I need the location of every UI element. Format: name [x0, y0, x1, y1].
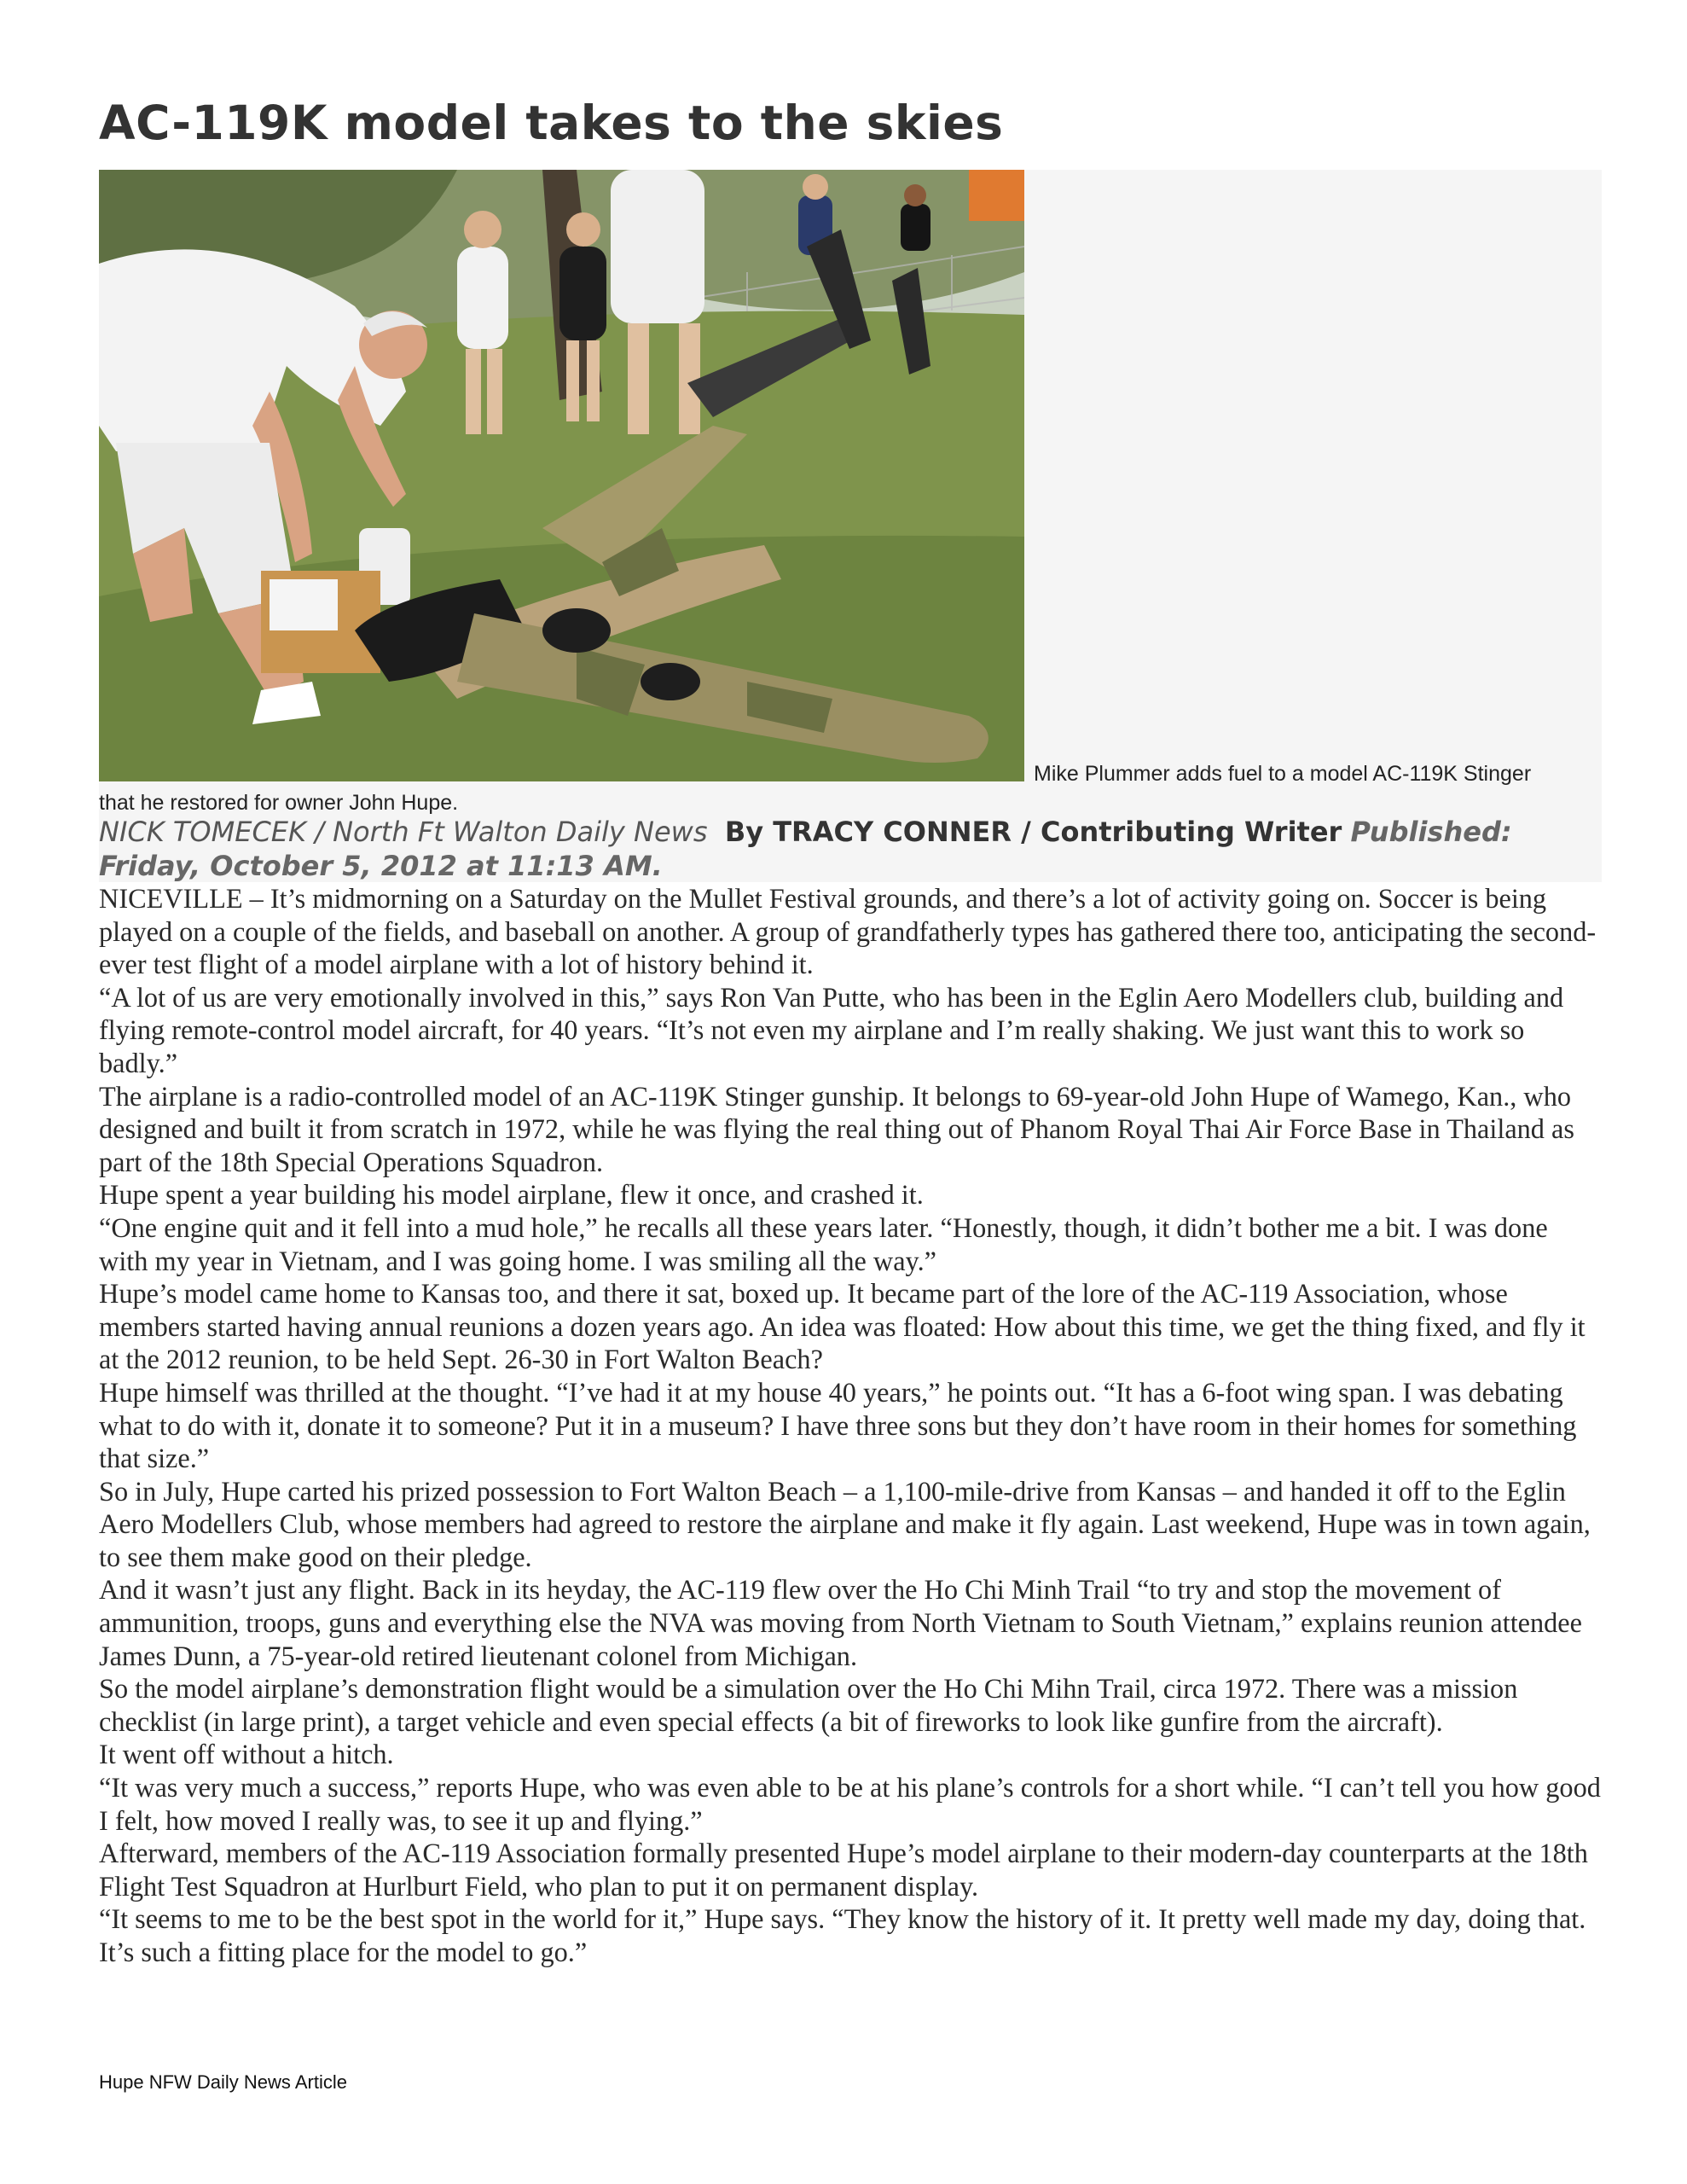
- article-paragraph: Afterward, members of the AC-119 Association formally presented Hupe’s model airplane to their modern-day counterparts at the 18th Flight Test Squadron at Hurlburt Field, who plan to put it on permanent display.: [99, 1838, 1588, 1902]
- photo-caption-line2: that he restored for owner John Hupe.: [99, 791, 459, 815]
- article-photo: [99, 170, 1024, 781]
- photo-figure: [99, 170, 1602, 882]
- headline: AC-119K model takes to the skies: [99, 96, 1004, 150]
- article-meta: [99, 815, 1602, 883]
- photo-credit: NICK TOMECEK / North Ft Walton Daily News: [99, 816, 708, 848]
- byline: By TRACY CONNER / Contributing Writer: [724, 816, 1342, 848]
- article-paragraph: Hupe himself was thrilled at the thought. “I’ve had it at my house 40 years,” he points out. “It has a 6-foot wing span. I was debating what to do with it, donate it to someone? Put it in a museum? I have three sons but they don’t have room in their homes for something that size.”: [99, 1376, 1577, 1474]
- article-body: [99, 882, 1602, 1969]
- article-paragraph: It went off without a hitch.: [99, 1739, 394, 1770]
- article-paragraph: And it wasn’t just any flight. Back in its heyday, the AC-119 flew over the Ho Chi Minh Trail “to try and stop the movement of ammunition, troops, guns and everything else the NVA was moving from North Vietnam to South Vietnam,” explains reunion attendee James Dunn, a 75-year-old retired lieutenant colonel from Michigan.: [99, 1574, 1582, 1671]
- article-paragraph: “It was very much a success,” reports Hupe, who was even able to be at his plane’s controls for a short while. “I can’t tell you how good I felt, how moved I really was, to see it up and flying.”: [99, 1772, 1601, 1836]
- page-footer: Hupe NFW Daily News Article: [99, 2071, 347, 2093]
- article-paragraph: Hupe’s model came home to Kansas too, and there it sat, boxed up. It became part of the lore of the AC-119 Association, whose members started having annual reunions a dozen years ago. An idea was floated: How about this time, we get the thing fixed, and fly it at the 2012 reunion, to be held Sept. 26-30 in Fort Walton Beach?: [99, 1278, 1586, 1375]
- article-paragraph: “One engine quit and it fell into a mud hole,” he recalls all these years later. “Honestly, though, it didn’t bother me a bit. I was done with my year in Vietnam, and I was going home. I was smiling all the way.”: [99, 1211, 1548, 1276]
- model-airplane-photo: [99, 170, 1024, 781]
- article-paragraph: Hupe spent a year building his model airplane, flew it once, and crashed it.: [99, 1179, 924, 1211]
- article-paragraph: “It seems to me to be the best spot in the world for it,” Hupe says. “They know the history of it. It pretty well made my day, doing that. It’s such a fitting place for the model to go.”: [99, 1903, 1586, 1967]
- article-paragraph: So in July, Hupe carted his prized possession to Fort Walton Beach – a 1,100-mile-drive from Kansas – and handed it off to the Eglin Aero Modellers Club, whose members had agreed to restore the airplane and make it fly again. Last weekend, Hupe was in town again, to see them make good on their pledge.: [99, 1475, 1591, 1572]
- article-paragraph: “A lot of us are very emotionally involved in this,” says Ron Van Putte, who has been in the Eglin Aero Modellers club, building and flying remote-control model aircraft, for 40 years. “It’s not even my airplane and I’m really shaking. We just want this to work so badly.”: [99, 981, 1564, 1078]
- article-paragraph: The airplane is a radio-controlled model of an AC-119K Stinger gunship. It belongs to 69-year-old John Hupe of Wamego, Kan., who designed and built it from scratch in 1972, while he was flying the real thing out of Phanom Royal Thai Air Force Base in Thailand as part of the 18th Special Operations Squadron.: [99, 1080, 1574, 1177]
- article-paragraph: NICEVILLE – It’s midmorning on a Saturday on the Mullet Festival grounds, and there’s a lot of activity going on. Soccer is being played on a couple of the fields, and baseball on another. A group of grandfatherly types has gathered there too, anticipating the second-ever test flight of a model airplane with a lot of history behind it.: [99, 883, 1597, 980]
- article-paragraph: So the model airplane’s demonstration flight would be a simulation over the Ho Chi Mihn Trail, circa 1972. There was a mission checklist (in large print), a target vehicle and even special effects (a bit of fireworks to look like gunfire from the aircraft).: [99, 1673, 1518, 1737]
- published-date: Published: Friday, October 5, 2012 at 11:13 AM.: [99, 816, 1512, 882]
- photo-caption-line1: Mike Plummer adds fuel to a model AC-119K Stinger: [1034, 762, 1532, 786]
